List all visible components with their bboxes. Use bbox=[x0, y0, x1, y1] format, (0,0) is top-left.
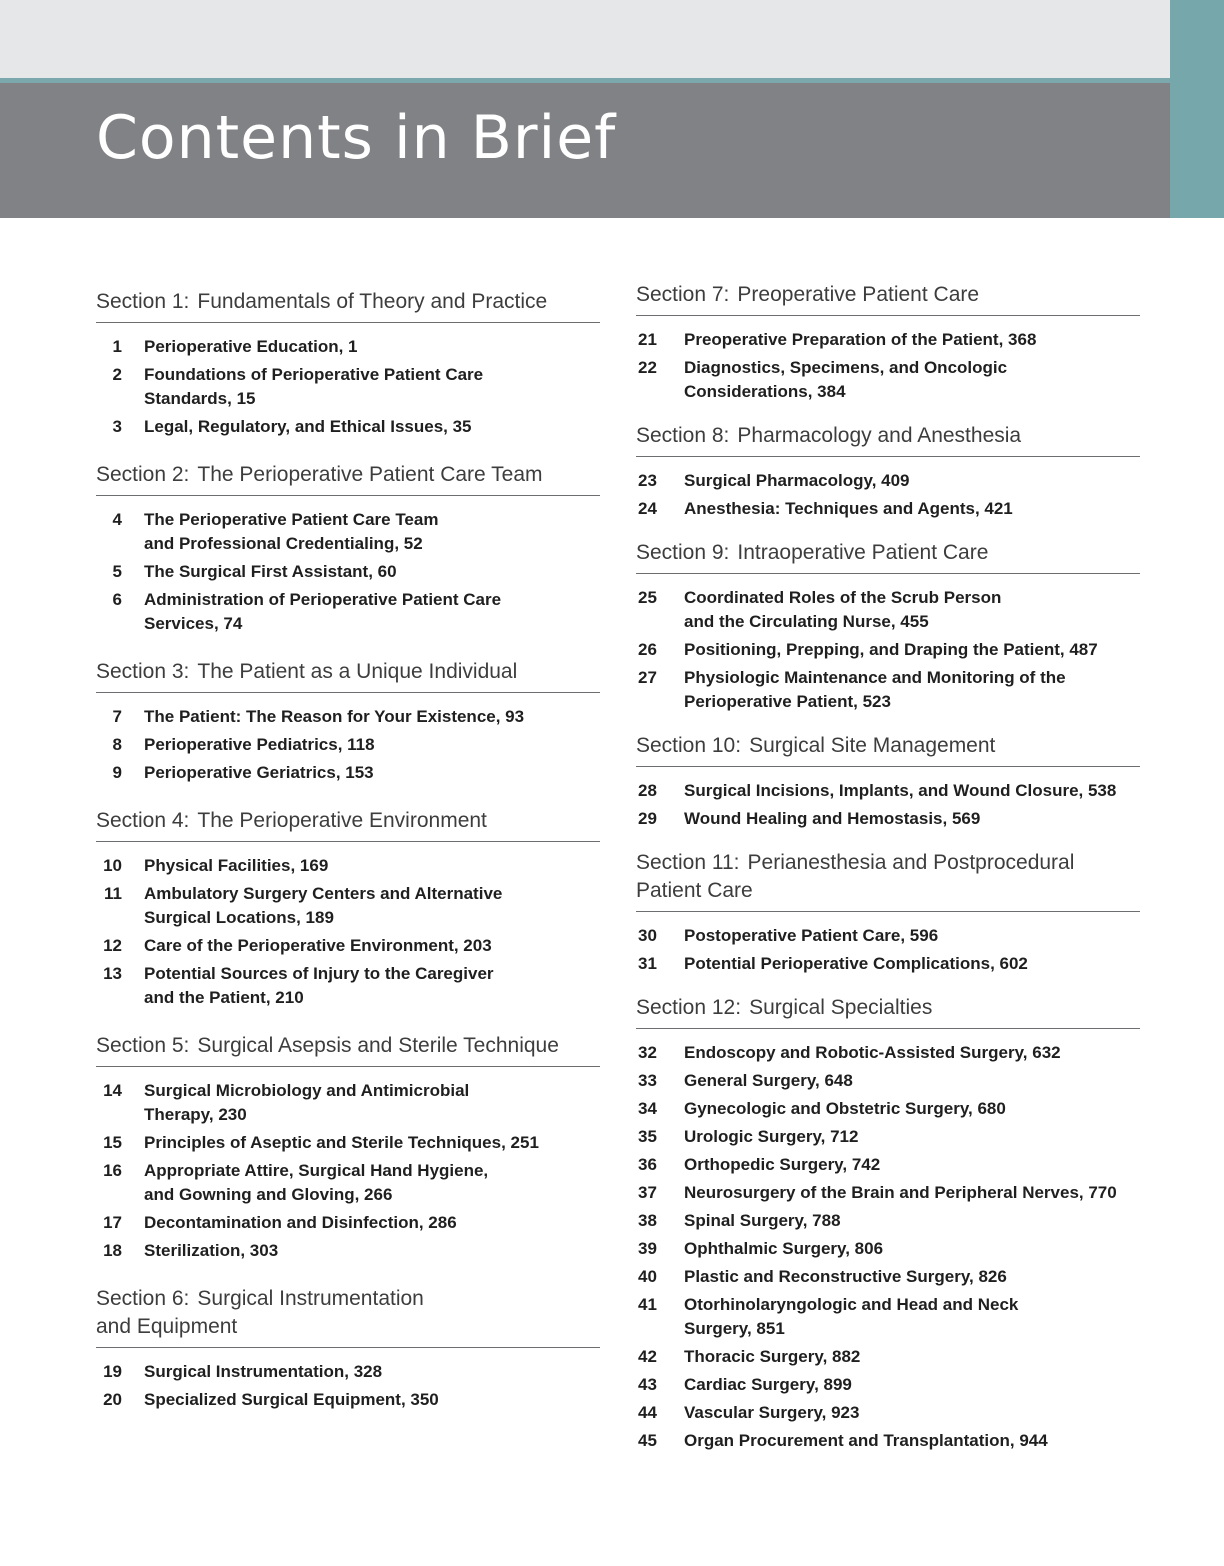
chapter-number: 37 bbox=[638, 1183, 657, 1202]
chapter-entry bbox=[636, 1153, 1140, 1177]
chapter-number: 43 bbox=[638, 1375, 657, 1394]
chapter-title bbox=[144, 1239, 278, 1263]
chapter-title-line: Diagnostics, Specimens, and Oncologic bbox=[684, 358, 1008, 377]
chapter-entry bbox=[96, 508, 600, 556]
section-title-text: Surgical Site Management bbox=[749, 734, 996, 757]
chapter-title-line: Appropriate Attire, Surgical Hand Hygiene, bbox=[144, 1161, 489, 1180]
chapter-number: 45 bbox=[638, 1431, 657, 1450]
chapter-entry bbox=[636, 1209, 1140, 1233]
toc-section bbox=[636, 849, 1140, 976]
chapter-title-line: Coordinated Roles of the Scrub Person bbox=[684, 588, 1002, 607]
chapter-number: 39 bbox=[638, 1239, 657, 1258]
chapter-title bbox=[144, 934, 492, 958]
chapter-title bbox=[684, 356, 1007, 404]
chapter-entry bbox=[636, 1293, 1140, 1341]
chapter-number: 35 bbox=[638, 1127, 657, 1146]
chapter-entry bbox=[636, 586, 1140, 634]
chapter-entry bbox=[96, 1388, 600, 1412]
chapter-title-line: Perioperative Pediatrics, 118 bbox=[144, 735, 375, 754]
chapter-title bbox=[144, 1211, 457, 1235]
chapter-title-line: and the Circulating Nurse, 455 bbox=[684, 612, 929, 631]
chapter-title-line: Physiologic Maintenance and Monitoring of the bbox=[684, 668, 1066, 687]
chapter-number: 16 bbox=[103, 1161, 122, 1180]
chapter-entry bbox=[96, 882, 600, 930]
section-label: Section 3: bbox=[96, 660, 190, 683]
section-heading bbox=[636, 732, 1140, 767]
section-heading bbox=[96, 658, 600, 693]
chapter-number: 2 bbox=[112, 365, 122, 384]
chapter-title bbox=[684, 1041, 1061, 1065]
header-rule bbox=[0, 78, 1170, 83]
section-title-text: Perianesthesia and Postprocedural bbox=[747, 851, 1075, 874]
chapter-entry bbox=[636, 952, 1140, 976]
chapter-number: 34 bbox=[638, 1099, 657, 1118]
chapter-title bbox=[144, 1079, 469, 1127]
chapter-title bbox=[144, 1388, 439, 1412]
chapter-title-line: Specialized Surgical Equipment, 350 bbox=[144, 1390, 439, 1409]
chapter-title-line: Urologic Surgery, 712 bbox=[684, 1127, 859, 1146]
section-label: Section 11: bbox=[636, 851, 740, 874]
left-column bbox=[96, 288, 600, 1434]
section-label: Section 9: bbox=[636, 541, 730, 564]
top-band bbox=[0, 0, 1170, 78]
chapter-title-line: Gynecologic and Obstetric Surgery, 680 bbox=[684, 1099, 1006, 1118]
chapter-title-line: Services, 74 bbox=[144, 614, 243, 633]
chapter-title-line: Neurosurgery of the Brain and Peripheral Nerves, 770 bbox=[684, 1183, 1117, 1202]
chapter-title-line: Foundations of Perioperative Patient Care bbox=[144, 365, 484, 384]
chapter-number: 29 bbox=[638, 809, 657, 828]
chapter-title-line: and Gowning and Gloving, 266 bbox=[144, 1185, 393, 1204]
section-title-text: Surgical Instrumentation bbox=[197, 1287, 424, 1310]
chapter-title bbox=[144, 415, 472, 439]
chapter-title-line: Decontamination and Disinfection, 286 bbox=[144, 1213, 457, 1232]
chapter-title bbox=[144, 560, 397, 584]
chapter-title-line: and Professional Credentialing, 52 bbox=[144, 534, 423, 553]
chapter-title bbox=[684, 1373, 852, 1397]
chapter-number: 42 bbox=[638, 1347, 657, 1366]
chapter-number: 27 bbox=[638, 668, 657, 687]
chapter-title bbox=[684, 924, 938, 948]
chapter-number: 26 bbox=[638, 640, 657, 659]
chapter-entry bbox=[96, 1079, 600, 1127]
chapter-title bbox=[684, 497, 1013, 521]
toc-section bbox=[96, 807, 600, 1010]
section-heading bbox=[636, 994, 1140, 1029]
section-label: Section 5: bbox=[96, 1034, 190, 1057]
chapter-title bbox=[684, 1153, 880, 1177]
chapter-entry bbox=[96, 934, 600, 958]
chapter-number: 19 bbox=[103, 1362, 122, 1381]
chapter-entry bbox=[636, 469, 1140, 493]
chapter-title-line: Potential Perioperative Complications, 602 bbox=[684, 954, 1028, 973]
section-heading bbox=[96, 461, 600, 496]
chapter-number: 44 bbox=[638, 1403, 657, 1422]
chapter-entry bbox=[636, 1097, 1140, 1121]
chapter-title-line: Ambulatory Surgery Centers and Alternative bbox=[144, 884, 503, 903]
chapter-number: 3 bbox=[112, 417, 122, 436]
chapter-entry bbox=[636, 1181, 1140, 1205]
chapter-title bbox=[684, 1097, 1006, 1121]
section-label: Section 10: bbox=[636, 734, 742, 757]
chapter-title bbox=[144, 1131, 539, 1155]
chapter-number: 31 bbox=[638, 954, 657, 973]
chapter-title-line: Surgical Locations, 189 bbox=[144, 908, 334, 927]
chapter-title-line: Thoracic Surgery, 882 bbox=[684, 1347, 861, 1366]
section-title-text-line2: and Equipment bbox=[96, 1315, 238, 1338]
chapter-entry bbox=[636, 1373, 1140, 1397]
section-heading bbox=[636, 281, 1140, 316]
section-heading bbox=[636, 422, 1140, 457]
section-heading bbox=[96, 1032, 600, 1067]
chapter-title-line: Organ Procurement and Transplantation, 944 bbox=[684, 1431, 1048, 1450]
chapter-title bbox=[684, 1401, 859, 1425]
section-title-text: Fundamentals of Theory and Practice bbox=[197, 290, 548, 313]
chapter-number: 41 bbox=[638, 1295, 657, 1314]
chapter-number: 12 bbox=[103, 936, 122, 955]
chapter-title-line: Positioning, Prepping, and Draping the Patient, 487 bbox=[684, 640, 1098, 659]
page-title: Contents in Brief bbox=[96, 103, 617, 173]
chapter-entry bbox=[636, 328, 1140, 352]
chapter-title-line: The Perioperative Patient Care Team bbox=[144, 510, 439, 529]
section-heading bbox=[96, 1285, 600, 1348]
chapter-entry bbox=[636, 1237, 1140, 1261]
chapter-title-line: Postoperative Patient Care, 596 bbox=[684, 926, 939, 945]
chapter-title-line: Surgical Incisions, Implants, and Wound Closure, 538 bbox=[684, 781, 1117, 800]
chapter-title bbox=[144, 705, 524, 729]
chapter-title-line: Anesthesia: Techniques and Agents, 421 bbox=[684, 499, 1013, 518]
chapter-number: 32 bbox=[638, 1043, 657, 1062]
chapter-title-line: Wound Healing and Hemostasis, 569 bbox=[684, 809, 981, 828]
chapter-title bbox=[684, 1181, 1117, 1205]
chapter-title-line: Surgical Microbiology and Antimicrobial bbox=[144, 1081, 470, 1100]
chapter-title-line: The Patient: The Reason for Your Existence, 93 bbox=[144, 707, 525, 726]
section-label: Section 8: bbox=[636, 424, 730, 447]
chapter-number: 6 bbox=[112, 590, 122, 609]
toc-section bbox=[636, 539, 1140, 714]
chapter-title-line: Surgical Instrumentation, 328 bbox=[144, 1362, 383, 1381]
chapter-number: 9 bbox=[112, 763, 122, 782]
chapter-number: 7 bbox=[112, 707, 122, 726]
chapter-number: 10 bbox=[103, 856, 122, 875]
chapter-entry bbox=[636, 497, 1140, 521]
section-label: Section 2: bbox=[96, 463, 190, 486]
chapter-entry bbox=[636, 638, 1140, 662]
chapter-number: 20 bbox=[103, 1390, 122, 1409]
side-tab bbox=[1170, 0, 1224, 218]
chapter-number: 25 bbox=[638, 588, 657, 607]
toc-section bbox=[96, 1285, 600, 1412]
toc-section bbox=[96, 288, 600, 439]
chapter-number: 21 bbox=[638, 330, 657, 349]
toc-section bbox=[636, 422, 1140, 521]
chapter-title bbox=[684, 469, 910, 493]
chapter-number: 14 bbox=[103, 1081, 122, 1100]
section-title-text: The Perioperative Environment bbox=[197, 809, 487, 832]
chapter-title bbox=[144, 588, 501, 636]
chapter-title-line: Standards, 15 bbox=[144, 389, 256, 408]
chapter-number: 38 bbox=[638, 1211, 657, 1230]
chapter-title bbox=[684, 1237, 883, 1261]
chapter-number: 40 bbox=[638, 1267, 657, 1286]
chapter-title bbox=[144, 1159, 488, 1207]
section-title-text: Pharmacology and Anesthesia bbox=[737, 424, 1022, 447]
chapter-number: 28 bbox=[638, 781, 657, 800]
chapter-entry bbox=[636, 666, 1140, 714]
toc-section bbox=[636, 732, 1140, 831]
right-column bbox=[636, 281, 1140, 1471]
chapter-title-line: Potential Sources of Injury to the Caregiver bbox=[144, 964, 494, 983]
chapter-title-line: Perioperative Patient, 523 bbox=[684, 692, 891, 711]
chapter-title bbox=[684, 952, 1028, 976]
chapter-title bbox=[144, 1360, 382, 1384]
section-title-text: Surgical Specialties bbox=[749, 996, 933, 1019]
section-label: Section 7: bbox=[636, 283, 730, 306]
chapter-title-line: Physical Facilities, 169 bbox=[144, 856, 329, 875]
section-title-text: Intraoperative Patient Care bbox=[737, 541, 989, 564]
chapter-title bbox=[144, 962, 494, 1010]
chapter-title-line: Considerations, 384 bbox=[684, 382, 846, 401]
chapter-title bbox=[684, 807, 980, 831]
chapter-entry bbox=[96, 1360, 600, 1384]
chapter-title-line: Principles of Aseptic and Sterile Techniques, 251 bbox=[144, 1133, 539, 1152]
chapter-title bbox=[144, 508, 438, 556]
chapter-entry bbox=[96, 588, 600, 636]
chapter-title-line: Perioperative Geriatrics, 153 bbox=[144, 763, 374, 782]
chapter-entry bbox=[636, 1429, 1140, 1453]
chapter-title-line: and the Patient, 210 bbox=[144, 988, 304, 1007]
chapter-title-line: Endoscopy and Robotic-Assisted Surgery, 632 bbox=[684, 1043, 1061, 1062]
toc-section bbox=[96, 1032, 600, 1263]
chapter-title-line: Spinal Surgery, 788 bbox=[684, 1211, 841, 1230]
chapter-title bbox=[684, 1429, 1048, 1453]
chapter-title bbox=[684, 1345, 860, 1369]
chapter-number: 8 bbox=[112, 735, 122, 754]
chapter-entry bbox=[96, 962, 600, 1010]
section-title-text: The Perioperative Patient Care Team bbox=[197, 463, 543, 486]
chapter-entry bbox=[636, 356, 1140, 404]
chapter-entry bbox=[96, 761, 600, 785]
chapter-title-line: Administration of Perioperative Patient Care bbox=[144, 590, 502, 609]
section-heading bbox=[96, 288, 600, 323]
chapter-number: 22 bbox=[638, 358, 657, 377]
chapter-title-line: Plastic and Reconstructive Surgery, 826 bbox=[684, 1267, 1007, 1286]
section-heading bbox=[96, 807, 600, 842]
chapter-title-line: Orthopedic Surgery, 742 bbox=[684, 1155, 881, 1174]
chapter-entry bbox=[96, 1131, 600, 1155]
chapter-number: 5 bbox=[112, 562, 122, 581]
chapter-title bbox=[684, 638, 1098, 662]
chapter-entry bbox=[96, 560, 600, 584]
chapter-title bbox=[144, 363, 483, 411]
toc-section bbox=[96, 658, 600, 785]
chapter-entry bbox=[636, 1041, 1140, 1065]
chapter-entry bbox=[636, 1401, 1140, 1425]
toc-section bbox=[636, 994, 1140, 1453]
section-label: Section 1: bbox=[96, 290, 190, 313]
chapter-title bbox=[684, 328, 1036, 352]
chapter-entry bbox=[636, 779, 1140, 803]
section-label: Section 6: bbox=[96, 1287, 190, 1310]
section-label: Section 12: bbox=[636, 996, 742, 1019]
chapter-entry bbox=[96, 733, 600, 757]
section-label: Section 4: bbox=[96, 809, 190, 832]
section-title-text: Preoperative Patient Care bbox=[737, 283, 980, 306]
chapter-entry bbox=[96, 363, 600, 411]
chapter-entry bbox=[636, 807, 1140, 831]
chapter-title-line: Ophthalmic Surgery, 806 bbox=[684, 1239, 884, 1258]
chapter-entry bbox=[96, 1239, 600, 1263]
chapter-title-line: Sterilization, 303 bbox=[144, 1241, 279, 1260]
chapter-number: 13 bbox=[103, 964, 122, 983]
chapter-title-line: The Surgical First Assistant, 60 bbox=[144, 562, 397, 581]
chapter-number: 17 bbox=[103, 1213, 122, 1232]
chapter-entry bbox=[636, 1125, 1140, 1149]
chapter-title bbox=[144, 733, 375, 757]
chapter-title bbox=[684, 1209, 841, 1233]
chapter-entry bbox=[96, 705, 600, 729]
chapter-entry bbox=[636, 924, 1140, 948]
chapter-entry bbox=[636, 1069, 1140, 1093]
chapter-number: 30 bbox=[638, 926, 657, 945]
chapter-number: 4 bbox=[112, 510, 122, 529]
chapter-title bbox=[684, 1069, 853, 1093]
chapter-entry bbox=[96, 335, 600, 359]
chapter-number: 23 bbox=[638, 471, 657, 490]
chapter-title-line: Care of the Perioperative Environment, 203 bbox=[144, 936, 492, 955]
chapter-title bbox=[684, 1265, 1007, 1289]
chapter-number: 15 bbox=[103, 1133, 122, 1152]
chapter-title bbox=[684, 586, 1001, 634]
chapter-title bbox=[684, 666, 1066, 714]
chapter-number: 18 bbox=[103, 1241, 122, 1260]
chapter-title bbox=[684, 1293, 1018, 1341]
chapter-number: 24 bbox=[638, 499, 657, 518]
section-title-text-line2: Patient Care bbox=[636, 879, 753, 902]
chapter-title-line: Cardiac Surgery, 899 bbox=[684, 1375, 852, 1394]
chapter-title-line: Preoperative Preparation of the Patient, 368 bbox=[684, 330, 1037, 349]
chapter-number: 33 bbox=[638, 1071, 657, 1090]
chapter-title bbox=[144, 854, 328, 878]
toc-section bbox=[96, 461, 600, 636]
chapter-title-line: Surgery, 851 bbox=[684, 1319, 785, 1338]
chapter-entry bbox=[96, 415, 600, 439]
chapter-entry bbox=[96, 1159, 600, 1207]
chapter-title-line: Legal, Regulatory, and Ethical Issues, 35 bbox=[144, 417, 472, 436]
section-title-text: The Patient as a Unique Individual bbox=[197, 660, 518, 683]
chapter-number: 36 bbox=[638, 1155, 657, 1174]
chapter-entry bbox=[96, 1211, 600, 1235]
chapter-entry bbox=[636, 1265, 1140, 1289]
chapter-title bbox=[684, 1125, 858, 1149]
chapter-title-line: General Surgery, 648 bbox=[684, 1071, 853, 1090]
chapter-entry bbox=[636, 1345, 1140, 1369]
chapter-number: 11 bbox=[104, 884, 122, 903]
chapter-title bbox=[144, 882, 502, 930]
chapter-title-line: Therapy, 230 bbox=[144, 1105, 247, 1124]
chapter-title-line: Otorhinolaryngologic and Head and Neck bbox=[684, 1295, 1019, 1314]
chapter-number: 1 bbox=[112, 337, 122, 356]
chapter-title-line: Perioperative Education, 1 bbox=[144, 337, 358, 356]
chapter-title bbox=[684, 779, 1116, 803]
chapter-entry bbox=[96, 854, 600, 878]
toc-section bbox=[636, 281, 1140, 404]
section-heading bbox=[636, 849, 1140, 912]
chapter-title bbox=[144, 335, 358, 359]
chapter-title-line: Vascular Surgery, 923 bbox=[684, 1403, 860, 1422]
section-heading bbox=[636, 539, 1140, 574]
chapter-title-line: Surgical Pharmacology, 409 bbox=[684, 471, 910, 490]
section-title-text: Surgical Asepsis and Sterile Technique bbox=[197, 1034, 559, 1057]
chapter-title bbox=[144, 761, 374, 785]
